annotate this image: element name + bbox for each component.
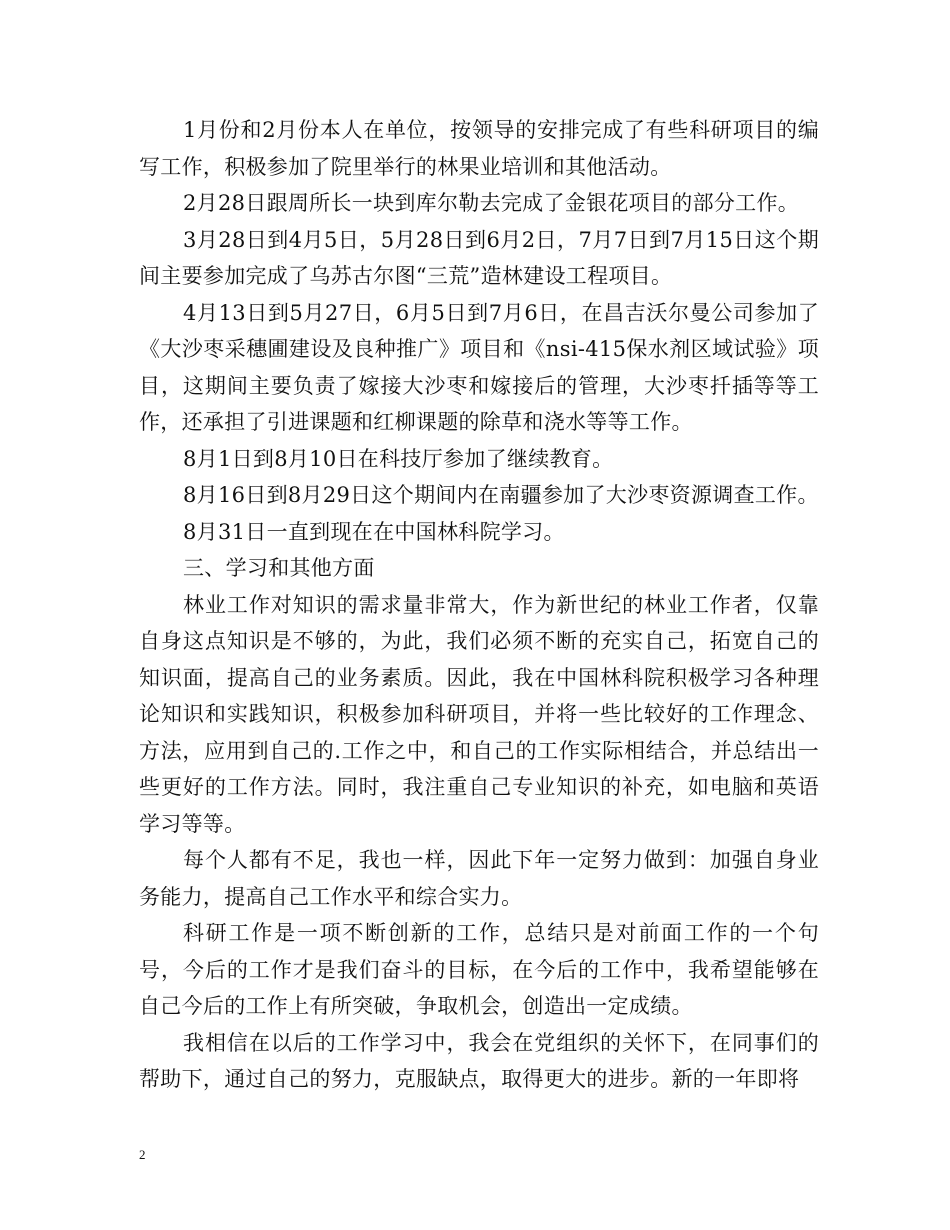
document-body bbox=[139, 112, 819, 1098]
paragraph-jan-feb: 1月份和2月份本人在单位，按领导的安排完成了有些科研项目的编写工作，积极参加了院里举行的林果业培训和其他活动。 bbox=[139, 118, 819, 179]
paragraph-research-goals: 科研工作是一项不断创新的工作，总结只是对前面工作的一个句号，今后的工作才是我们奋斗的目标，在今后的工作中，我希望能够在自己今后的工作上有所突破，争取机会，创造出一定成绩。 bbox=[139, 921, 819, 1018]
paragraph-study: 林业工作对知识的需求量非常大，作为新世纪的林业工作者，仅靠自身这点知识是不够的，为此，我们必须不断的充实自己，拓宽自己的知识面，提高自己的业务素质。因此，我在中国林科院积极学习各种理论知识和实践知识，积极参加科研项目，并将一些比较好的工作理念、方法，应用到自己的.工作之中，和自己的工作实际相结合，并总结出一些更好的工作方法。同时，我注重自己专业知识的补充，如电脑和英语学习等等。 bbox=[139, 592, 819, 836]
page-number: 2 bbox=[139, 1147, 146, 1162]
paragraph-feb-28: 2月28日跟周所长一块到库尔勒去完成了金银花项目的部分工作。 bbox=[183, 191, 800, 215]
paragraph-aug-1-10: 8月1日到8月10日在科技厅参加了继续教育。 bbox=[183, 446, 614, 471]
paragraph-closing: 我相信在以后的工作学习中，我会在党组织的关怀下，在同事们的帮助下，通过自己的努力，克服缺点，取得更大的进步。新的一年即将 bbox=[139, 1030, 819, 1091]
paragraph-mar-jul: 3月28日到4月5日，5月28日到6月2日，7月7日到7月15日这个期间主要参加完成了乌苏古尔图“三荒”造林建设工程项目。 bbox=[139, 227, 819, 288]
paragraph-aug-16-29: 8月16日到8月29日这个期间内在南疆参加了大沙枣资源调查工作。 bbox=[183, 483, 819, 507]
section-heading-study: 三、学习和其他方面 bbox=[183, 556, 375, 580]
paragraph-aug-31: 8月31日一直到现在在中国林科院学习。 bbox=[183, 519, 565, 544]
paragraph-shortcomings: 每个人都有不足，我也一样，因此下年一定努力做到：加强自身业务能力，提高自己工作水平和综合实力。 bbox=[139, 848, 819, 909]
paragraph-apr-jul-projects: 4月13日到5月27日，6月5日到7月6日，在昌吉沃尔曼公司参加了《大沙枣采穗圃建设及良种推广》项目和《nsi-415保水剂区域试验》项目，这期间主要负责了嫁接大沙枣和嫁接后的管理，大沙枣扦插等等工作，还承担了引进课题和红柳课题的除草和浇水等等工作。 bbox=[139, 300, 819, 434]
